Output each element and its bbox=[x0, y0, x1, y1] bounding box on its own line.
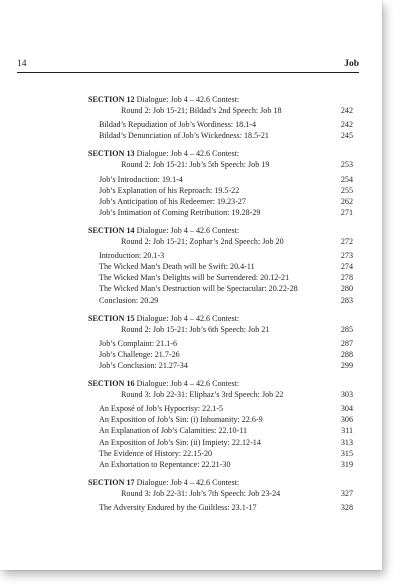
section-label: SECTION 15 bbox=[88, 313, 135, 323]
subheading-text: Round 2: Job 15-21; Bildad’s 2nd Speech: Job 18 bbox=[121, 106, 282, 116]
section-heading bbox=[88, 94, 353, 105]
page-ref: 273 bbox=[340, 251, 353, 261]
running-title: Job bbox=[344, 59, 359, 69]
entry-text: An Exhortation to Repentance: 22.21-30 bbox=[99, 459, 231, 469]
subheading-text: Round 2: Job 15-21: Job’s 5th Speech: Job 19 bbox=[121, 160, 270, 170]
header-rule bbox=[17, 72, 359, 73]
page-ref: 315 bbox=[340, 448, 353, 458]
toc-entry bbox=[88, 283, 353, 294]
entry-text: The Wicked Man’s Destruction will be Spectacular: 20.22-28 bbox=[99, 284, 298, 294]
page-ref: 272 bbox=[340, 237, 353, 247]
section-label: SECTION 17 bbox=[88, 477, 135, 487]
section-heading-text: Dialogue: Job 4 – 42.6 Contest: bbox=[136, 477, 240, 487]
toc-entry bbox=[88, 437, 353, 448]
entry-text: Job’s Challenge: 21.7-26 bbox=[99, 349, 180, 359]
toc-entry bbox=[88, 338, 353, 349]
page-ref: 253 bbox=[340, 160, 353, 170]
entry-text: Introduction: 20.1-3 bbox=[99, 251, 165, 261]
toc-entry bbox=[88, 349, 353, 360]
entry-text: An Exposé of Job’s Hypocrisy: 22.1-5 bbox=[99, 404, 224, 414]
toc-entry bbox=[88, 425, 353, 436]
entry-text: An Exposition of Job’s Sin: (ii) Impiety: 22.12-14 bbox=[99, 437, 261, 447]
page-ref: 262 bbox=[340, 196, 353, 206]
section-heading bbox=[88, 225, 353, 236]
entry-text: Conclusion: 20.29 bbox=[99, 295, 159, 305]
toc-entry bbox=[88, 502, 353, 513]
entry-text: Job’s Introduction: 19.1-4 bbox=[99, 174, 183, 184]
section-subheading bbox=[88, 159, 353, 170]
entry-text: Job’s Intimation of Coming Retribution: 19.28-29 bbox=[99, 207, 261, 217]
page-ref: 319 bbox=[340, 459, 353, 469]
entry-text: Job’s Anticipation of his Redeemer: 19.23-27 bbox=[99, 196, 247, 206]
page-ref: 311 bbox=[341, 426, 353, 436]
toc-entry bbox=[88, 272, 353, 283]
subheading-text: Round 3: Job 22-31: Eliphaz’s 3rd Speech: Job 22 bbox=[121, 390, 284, 400]
page-ref: 299 bbox=[340, 360, 353, 370]
section-label: SECTION 13 bbox=[88, 149, 135, 159]
toc-entry bbox=[88, 261, 353, 272]
page-ref: 278 bbox=[340, 273, 353, 283]
running-head bbox=[17, 59, 359, 70]
page-ref: 271 bbox=[340, 207, 353, 217]
section-heading bbox=[88, 477, 353, 488]
page-ref: 242 bbox=[340, 106, 353, 116]
entry-text: The Wicked Man’s Delights will be Surrendered: 20.12-21 bbox=[99, 273, 290, 283]
subheading-text: Round 2: Job 15-21; Zophar’s 2nd Speech: Job 20 bbox=[121, 237, 284, 247]
entry-text: An Explanation of Job’s Calamities: 22.10-11 bbox=[99, 426, 248, 436]
section-heading bbox=[88, 313, 353, 324]
section-label: SECTION 14 bbox=[88, 225, 135, 235]
page-ref: 328 bbox=[340, 503, 353, 512]
entry-text: The Wicked Man’s Death will be Swift: 20.4-11 bbox=[99, 262, 255, 272]
page-ref: 287 bbox=[340, 338, 353, 348]
section-heading-text: Dialogue: Job 4 – 42.6 Contest: bbox=[136, 313, 240, 323]
toc-section bbox=[88, 148, 353, 218]
page-ref: 285 bbox=[340, 324, 353, 334]
page-ref: 255 bbox=[340, 185, 353, 195]
entry-text: Job’s Explanation of his Reproach: 19.5-22 bbox=[99, 185, 240, 195]
entry-text: The Evidence of History: 22.15-20 bbox=[99, 448, 213, 458]
toc-entry bbox=[88, 360, 353, 371]
toc-entry bbox=[88, 414, 353, 425]
section-subheading bbox=[88, 488, 353, 499]
page-ref: 303 bbox=[340, 390, 353, 400]
page-ref: 327 bbox=[340, 488, 353, 498]
toc-entry bbox=[88, 403, 353, 414]
toc-entry bbox=[88, 185, 353, 196]
toc-section bbox=[88, 378, 353, 470]
toc-entry bbox=[88, 119, 353, 130]
page-number: 14 bbox=[17, 59, 27, 69]
entry-text: An Exposition of Job’s Sin: (i) Inhumanity: 22.6-9 bbox=[99, 415, 263, 425]
section-heading bbox=[88, 148, 353, 159]
section-heading bbox=[88, 378, 353, 389]
page-ref: 274 bbox=[340, 262, 353, 272]
page-ref: 245 bbox=[340, 131, 353, 141]
page-ref: 254 bbox=[340, 174, 353, 184]
entry-text: Job’s Conclusion: 21.27-34 bbox=[99, 360, 188, 370]
page-ref: 280 bbox=[340, 284, 353, 294]
toc-entry bbox=[88, 130, 353, 141]
toc-section bbox=[88, 225, 353, 306]
section-subheading bbox=[88, 389, 353, 400]
entry-text: The Adversity Endured by the Guiltless: 23.1-17 bbox=[99, 503, 257, 512]
page-ref: 306 bbox=[340, 415, 353, 425]
section-label: SECTION 16 bbox=[88, 379, 135, 389]
page-ref: 313 bbox=[340, 437, 353, 447]
page-ref: 304 bbox=[340, 404, 353, 414]
page-ref: 283 bbox=[340, 295, 353, 305]
toc-section bbox=[88, 94, 353, 141]
page-ref: 242 bbox=[340, 120, 353, 130]
section-heading-text: Dialogue: Job 4 – 42.6 Contest: bbox=[136, 149, 240, 159]
toc-entry bbox=[88, 250, 353, 261]
subheading-text: Round 2: Job 15-21: Job’s 6th Speech: Job 21 bbox=[121, 324, 270, 334]
toc-entry bbox=[88, 174, 353, 185]
toc-entry bbox=[88, 295, 353, 306]
section-subheading bbox=[88, 105, 353, 116]
section-subheading bbox=[88, 236, 353, 247]
section-subheading bbox=[88, 324, 353, 335]
table-of-contents bbox=[88, 94, 353, 520]
section-heading-text: Dialogue: Job 4 – 42.6 Contest: bbox=[136, 95, 240, 104]
toc-section bbox=[88, 313, 353, 371]
toc-entry bbox=[88, 448, 353, 459]
toc-entry bbox=[88, 459, 353, 470]
toc-section bbox=[88, 477, 353, 513]
section-heading-text: Dialogue: Job 4 – 42.6 Contest: bbox=[136, 379, 240, 389]
toc-entry bbox=[88, 207, 353, 218]
subheading-text: Round 3: Job 22-31: Job’s 7th Speech: Job 23-24 bbox=[121, 488, 281, 498]
section-label: SECTION 12 bbox=[88, 95, 135, 104]
section-heading-text: Dialogue: Job 4 – 42.6 Contest: bbox=[136, 225, 240, 235]
entry-text: Bildad’s Repudiation of Job’s Wordiness: 18.1-4 bbox=[99, 120, 257, 130]
entry-text: Job’s Complaint: 21.1-6 bbox=[99, 338, 178, 348]
page-ref: 288 bbox=[340, 349, 353, 359]
toc-entry bbox=[88, 196, 353, 207]
entry-text: Bildad’s Denunciation of Job’s Wickedness: 18.5-21 bbox=[99, 131, 269, 141]
